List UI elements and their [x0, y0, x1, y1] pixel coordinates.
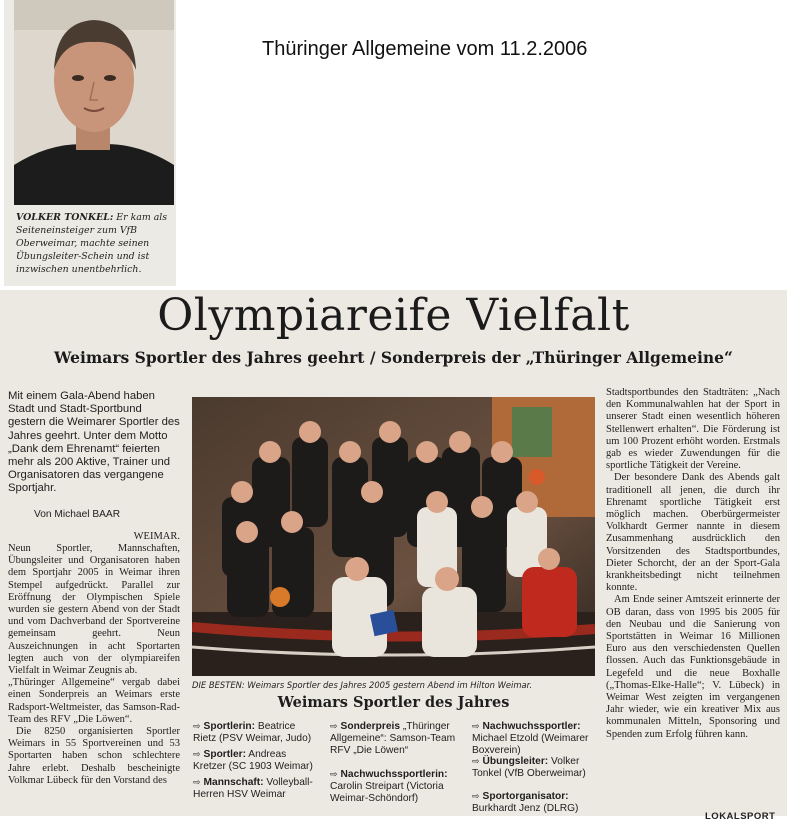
- award-label: Sportler:: [203, 749, 246, 760]
- left-column: [8, 390, 180, 787]
- award-label: Nachwuchssportler:: [482, 721, 581, 732]
- body-paragraph: Der besondere Dank des Abends galt traditionell all jenen, die durch ihr Ehrenamt sportliche Tätigkeit erst möglich machen. Oberbürgermeister Volkhardt Germer nannte in diesem Zusammenhang ausdrücklich den Vorsitzenden des Stadtsportbundes, Dieter Schorcht, der an der Sport-Gala krankheitsbedingt nicht teilnehmen konnte.: [606, 472, 780, 594]
- arrow-icon: ⇨: [472, 756, 480, 766]
- award-text: Michael Etzold (Weimarer Boxverein): [472, 733, 589, 757]
- award-label: Sonderpreis: [340, 721, 400, 732]
- arrow-icon: ⇨: [472, 791, 480, 801]
- portrait-photo: [14, 0, 174, 205]
- page-title: Thüringer Allgemeine vom 11.2.2006: [262, 38, 588, 60]
- article-headline: Olympiareife Vielfalt: [157, 290, 630, 341]
- section-label: LOKALSPORT: [705, 811, 776, 822]
- award-item: [472, 720, 600, 758]
- award-item: [472, 790, 600, 815]
- award-item: [330, 768, 466, 806]
- award-item: [193, 748, 318, 773]
- arrow-icon: ⇨: [193, 777, 201, 787]
- article-dateline: WEIMAR.: [133, 530, 180, 542]
- arrow-icon: ⇨: [330, 721, 338, 731]
- award-label: Sportlerin:: [203, 721, 256, 732]
- portrait-clipping: [4, 0, 176, 286]
- award-label: Übungsleiter:: [482, 756, 549, 767]
- article-byline: Von Michael BAAR: [34, 508, 121, 520]
- award-item: [193, 776, 318, 801]
- award-text: Carolin Streipart (Victoria Weimar-Schöndorf): [330, 781, 444, 805]
- arrow-icon: ⇨: [330, 769, 338, 779]
- portrait-caption-text: Er kam als Seiteneinsteiger zum VfB Oberweimar, machte seinen Übungsleiter-Schein und ist inzwischen unentbehrlich.: [16, 212, 168, 275]
- article-lead: Mit einem Gala-Abend haben Stadt und Stadt-Sportbund gestern die Weimarer Sportler des Jahres geehrt. Unter dem Motto „Dank dem Ehrenamt“ feierten mehr als 200 Aktive, Trainer und Organisatoren das vergangene Sportjahr.: [8, 390, 180, 495]
- award-text: Volker Tonkel (VfB Oberweimar): [472, 756, 586, 780]
- right-column: [606, 387, 780, 741]
- award-label: Nachwuchssportlerin:: [340, 769, 448, 780]
- award-text: Burkhardt Jenz (DLRG): [472, 803, 579, 815]
- award-item: [193, 720, 318, 745]
- arrow-icon: ⇨: [193, 749, 201, 759]
- body-paragraph: Am Ende seiner Amtszeit erinnerte der OB daran, dass von 1995 bis 2005 für den Neubau und die Sanierung von Sportstätten in Weimar 16 Millionen Euro aus den verschiedensten Quellen flossen. Auch das Funktionsgebäude in Legefeld und die neue Boxhalle („Thomas-Elke-Halle“; V. Lübeck) in Weimar West zeigten im vergangenen Jahr wieder, wie ein kreativer Mix aus kommunalen Mitteln, Sponsoring und Spenden zum Erfolg führen kann.: [606, 594, 780, 740]
- awards-title: Weimars Sportler des Jahres: [277, 694, 510, 711]
- body-paragraph: Stadtsportbundes den Stadträten: „Nach den Kommunalwahlen hat der Sport in unserer Stadt einen wesentlich höheren Stellenwert erhalten“. Die Förderung ist um 100 Prozent erhöht worden. Erstmals gab es wieder Zuwendungen für die sportliche Tätigkeit der Vereine.: [606, 387, 780, 472]
- award-text: Volleyball-Herren HSV Weimar: [193, 777, 313, 801]
- portrait-caption-name: VOLKER TONKEL:: [16, 212, 114, 223]
- article-clipping: [0, 290, 787, 822]
- arrow-icon: ⇨: [472, 721, 480, 731]
- award-label: Mannschaft:: [203, 777, 264, 788]
- body-paragraph: Neun Sportler, Mannschaften, Übungsleiter und Organisatoren haben dem Sportjahr 2005 in Weimar ihren Stempel aufgedrückt. Parallel zur Eröffnung der Olympischen Spiele wurden sie gestern Abend von der Stadt und vom Dachverband der Sportvereine gemeinsam geehrt. Neun Auszeichnungen in acht Sportarten legten auch von der olympiareifen Vielfalt in Weimar Zeugnis ab.: [8, 543, 180, 677]
- award-text: „Thüringer Allgemeine“: Samson-Team RFV „Die Löwen“: [330, 721, 456, 757]
- arrow-icon: ⇨: [193, 721, 201, 731]
- group-photo: [192, 397, 595, 676]
- article-subheadline: Weimars Sportler des Jahres geehrt / Sonderpreis der „Thüringer Allgemeine“: [54, 348, 733, 367]
- portrait-caption: [16, 211, 172, 276]
- body-paragraph: „Thüringer Allgemeine“ vergab dabei einen Sonderpreis an Weimars erste Radsport-Weltmeister, das Samson-Rad-Team des RFV „Die Löwen“.: [8, 677, 180, 725]
- award-text: Andreas Kretzer (SC 1903 Weimar): [193, 749, 313, 773]
- award-text: Beatrice Rietz (PSV Weimar, Judo): [193, 721, 312, 745]
- award-item: [330, 720, 466, 758]
- body-paragraph: Die 8250 organisierten Sportler Weimars in 55 Sportvereinen und 53 Sportarten haben schon schlechtere Jahre erlebt. Deshalb bescheinigte Volkmar Lübeck für den Vorstand des: [8, 726, 180, 786]
- photo-caption: DIE BESTEN: Weimars Sportler des Jahres 2005 gestern Abend im Hilton Weimar.: [192, 680, 532, 690]
- award-label: Sportorganisator:: [482, 791, 569, 802]
- award-item: [472, 755, 600, 780]
